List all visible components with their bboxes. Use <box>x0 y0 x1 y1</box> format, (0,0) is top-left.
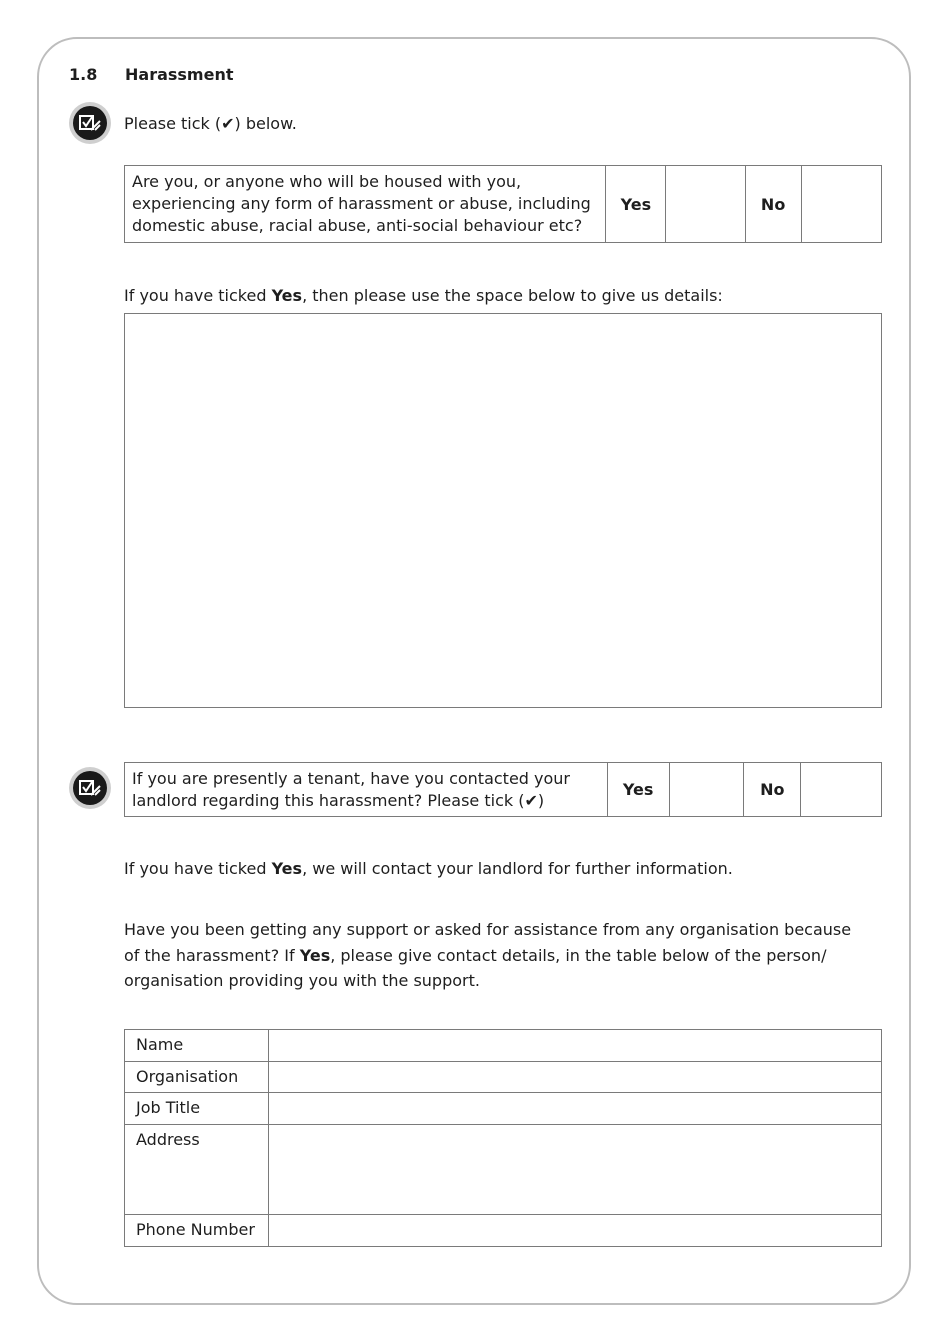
landlord-question-text: If you are presently a tenant, have you contacted your landlord regarding this harassment? Please tick (✔) <box>125 763 608 817</box>
section-title: Harassment <box>125 65 234 84</box>
support-contact-table <box>124 1029 882 1247</box>
landlord-question-table <box>124 762 882 817</box>
phone-number-field[interactable] <box>269 1215 882 1247</box>
job-title-field[interactable] <box>269 1093 882 1125</box>
no-label: No <box>744 763 801 817</box>
address-label: Address <box>125 1125 269 1215</box>
organisation-label: Organisation <box>125 1062 269 1093</box>
landlord-note: If you have ticked Yes, we will contact your landlord for further information. <box>124 859 733 878</box>
support-question: Have you been getting any support or asked for assistance from any organisation because of the harassment? If Yes, please give contact details, in the table below of the person/ organisation providing you with the support. <box>124 920 852 990</box>
name-field[interactable] <box>269 1030 882 1062</box>
harassment-details-textarea[interactable] <box>124 313 882 708</box>
yes-label: Yes <box>606 166 666 243</box>
no-label: No <box>745 166 801 243</box>
harassment-question-table <box>124 165 882 243</box>
job-title-label: Job Title <box>125 1093 269 1125</box>
tick-instruction: Please tick (✔) below. <box>124 114 297 133</box>
no-checkbox[interactable] <box>801 166 881 243</box>
section-number: 1.8 <box>69 65 98 84</box>
details-prompt: If you have ticked Yes, then please use the space below to give us details: <box>124 286 723 305</box>
no-checkbox[interactable] <box>801 763 882 817</box>
harassment-question-text: Are you, or anyone who will be housed with you, experiencing any form of harassment or abuse, including domestic abuse, racial abuse, anti-social behaviour etc? <box>125 166 606 243</box>
organisation-field[interactable] <box>269 1062 882 1093</box>
yes-checkbox[interactable] <box>669 763 744 817</box>
phone-number-label: Phone Number <box>125 1215 269 1247</box>
name-label: Name <box>125 1030 269 1062</box>
tick-form-icon <box>69 767 111 809</box>
yes-label: Yes <box>607 763 669 817</box>
tick-form-icon <box>69 102 111 144</box>
yes-checkbox[interactable] <box>666 166 745 243</box>
address-field[interactable] <box>269 1125 882 1215</box>
